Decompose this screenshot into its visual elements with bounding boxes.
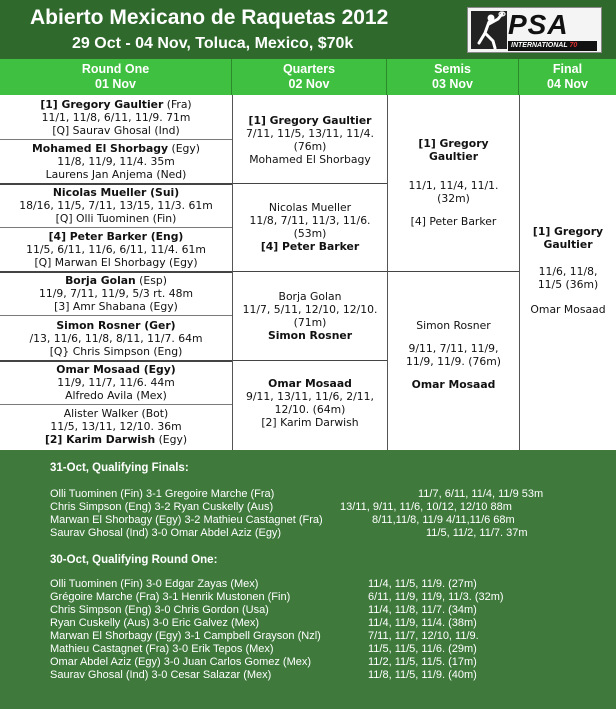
- header: [0, 0, 616, 59]
- qr1-result-row: Ryan Cuskelly (Aus) 3-0 Eric Galvez (Mex) 11/4, 11/9, 11/4. (38m): [50, 617, 477, 629]
- round-header-r1: Round One 01 Nov: [0, 59, 232, 95]
- round-header-sf: Semis 03 Nov: [387, 59, 519, 95]
- page-subtitle: 29 Oct - 04 Nov, Toluca, Mexico, $70k: [72, 35, 354, 52]
- r1-match-2: Mohamed El Shorbagy (Egy) 11/8, 11/9, 11/4. 35m Laurens Jan Anjema (Ned): [32, 142, 200, 181]
- qr1-result-row: Mathieu Castagnet (Fra) 3-0 Erik Tepos (Mex) 11/5, 11/5, 11/6. (29m): [50, 643, 477, 655]
- r1-match-3: Nicolas Mueller (Sui) 18/16, 11/5, 7/11, 13/15, 11/3. 61m [Q] Olli Tuominen (Fin): [19, 186, 213, 225]
- qualifying-r1-heading: 30-Oct, Qualifying Round One:: [50, 554, 218, 566]
- squash-player-icon: [471, 11, 507, 49]
- r1-match-5: Borja Golan (Esp) 11/9, 7/11, 11/9, 5/3 rt. 48m [3] Amr Shabana (Egy): [39, 274, 193, 313]
- qf-match-1: [1] Gregory Gaultier 7/11, 11/5, 13/11, 11/4. (76m) Mohamed El Shorbagy: [246, 114, 374, 166]
- r1-match-6: Simon Rosner (Ger) /13, 11/6, 11/8, 8/11, 11/7. 64m [Q} Chris Simpson (Eng): [29, 319, 203, 358]
- qr1-result-row: Marwan El Shorbagy (Egy) 3-1 Campbell Grayson (Nzl) 7/11, 11/7, 12/10, 11/9.: [50, 630, 479, 642]
- psa-logo: [467, 7, 602, 53]
- r1-match-1: [1] Gregory Gaultier (Fra) 11/1, 11/8, 6/11, 11/9. 71m [Q] Saurav Ghosal (Ind): [40, 98, 192, 137]
- qf-result-row: Olli Tuominen (Fin) 3-1 Gregoire Marche (Fra) 11/7, 6/11, 11/4, 11/9 53m: [50, 488, 544, 500]
- logo-text: PSA: [508, 9, 569, 40]
- sf-match-1: [1] Gregory Gaultier 11/1, 11/4, 11/1. (32m) [4] Peter Barker: [408, 137, 499, 228]
- logo-subtext: INTERNATIONAL 70: [508, 41, 597, 51]
- qf-match-2: Nicolas Mueller 11/8, 7/11, 11/3, 11/6. (53m) [4] Peter Barker: [249, 201, 371, 253]
- round-header-qf: Quarters 02 Nov: [232, 59, 387, 95]
- final-column: [520, 95, 616, 450]
- r1-match-7: Omar Mosaad (Egy) 11/9, 11/7, 11/6. 44m Alfredo Avila (Mex): [56, 363, 176, 402]
- qf-match-3: Borja Golan 11/7, 5/11, 12/10, 12/10. (71m) Simon Rosner: [242, 290, 378, 342]
- qualifying-section: [0, 450, 616, 709]
- qf-result-row: Marwan El Shorbagy (Egy) 3-2 Mathieu Castagnet (Fra) 8/11,11/8, 11/9 4/11,11/6 68m: [50, 514, 515, 526]
- qr1-result-row: Saurav Ghosal (Ind) 3-0 Cesar Salazar (Mex) 11/8, 11/5, 11/9. (40m): [50, 669, 477, 681]
- r1-match-8: Alister Walker (Bot) 11/5, 13/11, 12/10. 36m [2] Karim Darwish (Egy): [44, 407, 188, 446]
- qr1-result-row: Grégoire Marche (Fra) 3-1 Henrik Mustonen (Fin) 6/11, 11/9, 11/9, 11/3. (32m): [50, 591, 504, 603]
- qf-result-row: Chris Simpson (Eng) 3-2 Ryan Cuskelly (Aus) 13/11, 9/11, 11/6, 10/12, 12/10 88m: [50, 501, 512, 513]
- semis-column: [388, 95, 519, 450]
- qr1-result-row: Omar Abdel Aziz (Egy) 3-0 Juan Carlos Gomez (Mex) 11/2, 11/5, 11/5. (17m): [50, 656, 477, 668]
- round-one-column: [0, 95, 232, 450]
- page-title: Abierto Mexicano de Raquetas 2012: [30, 6, 389, 29]
- qr1-result-row: Olli Tuominen (Fin) 3-0 Edgar Zayas (Mex) 11/4, 11/5, 11/9. (27m): [50, 578, 477, 590]
- qf-match-4: Omar Mosaad 9/11, 13/11, 11/6, 2/11, 12/10. (64m) [2] Karim Darwish: [246, 377, 374, 429]
- qf-result-row: Saurav Ghosal (Ind) 3-0 Omar Abdel Aziz (Egy) 11/5, 11/2, 11/7. 37m: [50, 527, 528, 539]
- round-header-final: Final 04 Nov: [519, 59, 616, 95]
- sf-match-2: Simon Rosner 9/11, 7/11, 11/9, 11/9, 11/9. (76m) Omar Mosaad: [406, 319, 501, 391]
- qr1-result-row: Chris Simpson (Eng) 3-0 Chris Gordon (Usa) 11/4, 11/8, 11/7. (34m): [50, 604, 477, 616]
- quarters-column: [233, 95, 387, 450]
- final-match: [1] Gregory Gaultier 11/6, 11/8, 11/5 (36m) Omar Mosaad: [530, 225, 606, 316]
- r1-match-4: [4] Peter Barker (Eng) 11/5, 6/11, 11/6, 6/11, 11/4. 61m [Q] Marwan El Shorbagy (Egy): [26, 230, 206, 269]
- qualifying-finals-heading: 31-Oct, Qualifying Finals:: [50, 462, 189, 474]
